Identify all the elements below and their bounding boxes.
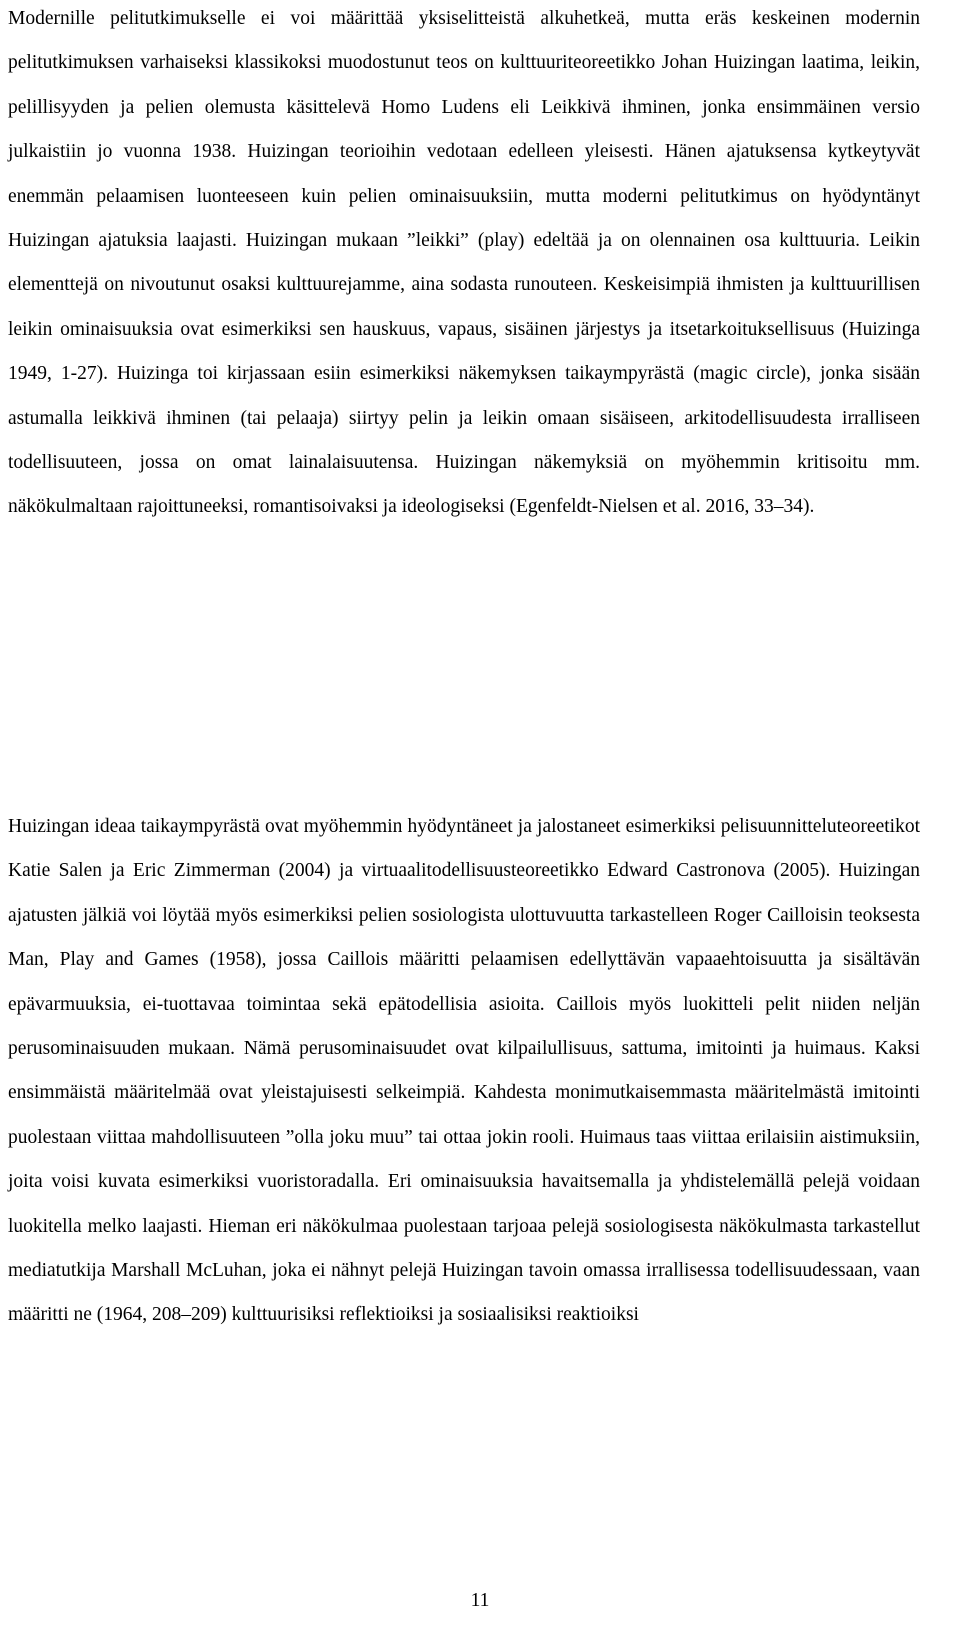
page-number: 11: [470, 1590, 490, 1611]
body-paragraph-2: Huizingan ideaa taikaympyrästä ovat myöhemmin hyödyntäneet ja jalostaneet esimerkiksi pelisuunnitteluteoreetikot Katie Salen ja Eric Zimmerman (2004) ja virtuaalitodellisuusteoreetikko Edward Castronova (2005). Huizingan ajatusten jälkiä voi löytää myös esimerkiksi pelien sosiologista ulottuvuutta tarkastelleen Roger Cailloisin teoksesta Man, Play and Games (1958), jossa Caillois määritti pelaamisen edellyttävän vapaaehtoisuutta ja sisältävän epävarmuuksia, ei-tuottavaa toimintaa sekä epätodellisia asioita. Caillois myös luokitteli pelit niiden neljän perusominaisuuden mukaan. Nämä perusominaisuudet ovat kilpailullisuus, sattuma, imitointi ja huimaus. Kaksi ensimmäistä määritelmää ovat yleistajuisesti selkeimpiä. Kahdesta monimutkaisemmasta määritelmästä imitointi puolestaan viittaa mahdollisuuteen ”olla joku muu” tai ottaa jokin rooli. Huimaus taas viittaa erilaisiin aistimuksiin, joita voisi kuvata esimerkiksi vuoristoradalla. Eri ominaisuuksia havaitsemalla ja yhdistelemällä pelejä voidaan luokitella melko laajasti. Hieman eri näkökulmaa puolestaan tarjoaa pelejä sosiologisesta näkökulmasta tarkastellut mediatutkija Marshall McLuhan, joka ei nähnyt pelejä Huizingan tavoin omassa irrallisessa todellisuudessaan, vaan määritti ne (1964, 208–209) kulttuurisiksi reflektioiksi ja sosiaalisiksi reaktioiksi: [8, 816, 920, 1326]
body-paragraph-1: Modernille pelitutkimukselle ei voi määrittää yksiselitteistä alkuhetkeä, mutta eräs keskeinen modernin pelitutkimuksen varhaiseksi klassikoksi muodostunut teos on kulttuuriteoreetikko Johan Huizingan laatima, leikin, pelillisyyden ja pelien olemusta käsittelevä Homo Ludens eli Leikkivä ihminen, jonka ensimmäinen versio julkaistiin jo vuonna 1938. Huizingan teorioihin vedotaan edelleen yleisesti. Hänen ajatuksensa kytkeytyvät enemmän pelaamisen luonteeseen kuin pelien ominaisuuksiin, mutta moderni pelitutkimus on hyödyntänyt Huizingan ajatuksia laajasti. Huizingan mukaan ”leikki” (play) edeltää ja on olennainen osa kulttuuria. Leikin elementtejä on nivoutunut osaksi kulttuurejamme, aina sodasta runouteen. Keskeisimpiä ihmisten ja kulttuurillisen leikin ominaisuuksia ovat esimerkiksi sen hauskuus, vapaus, sisäinen järjestys ja itsetarkoituksellisuus (Huizinga 1949, 1-27). Huizinga toi kirjassaan esiin esimerkiksi näkemyksen taikaympyrästä (magic circle), jonka sisään astumalla leikkivä ihminen (tai pelaaja) siirtyy pelin ja leikin omaan sisäiseen, arkitodellisuudesta irralliseen todellisuuteen, jossa on omat lainalaisuutensa. Huizingan näkemyksiä on myöhemmin kritisoitu mm. näkökulmaltaan rajoittuneeksi, romantisoivaksi ja ideologiseksi (Egenfeldt-Nielsen et al. 2016, 33–34).: [8, 8, 920, 518]
